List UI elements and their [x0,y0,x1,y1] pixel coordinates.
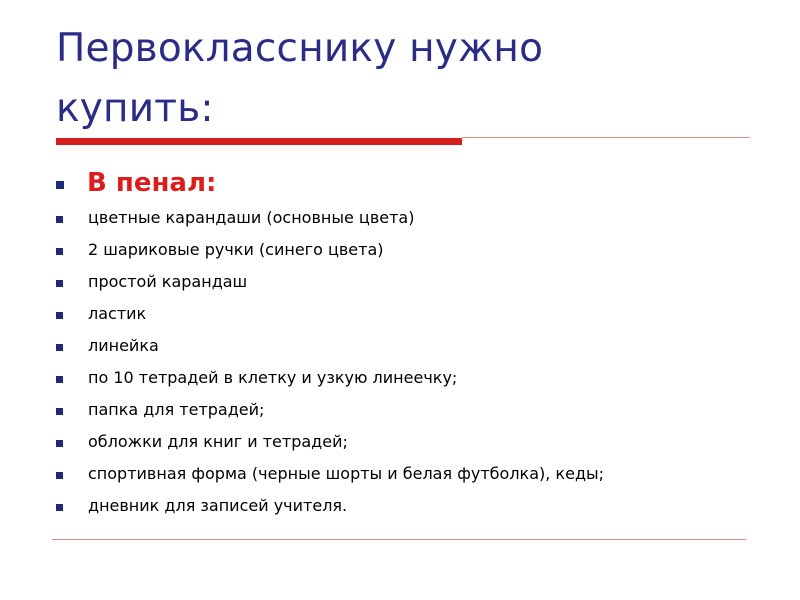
title-line-2: купить: [56,86,214,131]
square-bullet-icon [56,181,64,189]
square-bullet-icon [56,472,63,479]
list-item-text: цветные карандаши (основные цвета) [88,208,415,227]
list-item-text: линейка [88,336,159,355]
square-bullet-icon [56,216,63,223]
square-bullet-icon [56,408,63,415]
title-underline-thin [462,137,750,138]
title-line-1: Первокласснику нужно [56,26,544,71]
list-item-text: простой карандаш [88,272,248,291]
list-item-text: дневник для записей учителя. [88,496,348,515]
square-bullet-icon [56,248,63,255]
square-bullet-icon [56,280,63,287]
slide-title [56,19,756,139]
list-item-text: обложки для книг и тетрадей; [88,432,348,451]
list-heading-text: В пенал: [87,168,217,198]
square-bullet-icon [56,344,63,351]
footer-rule [52,539,746,540]
list-item-text: ластик [88,304,147,323]
list-item-text: 2 шариковые ручки (синего цвета) [88,240,384,259]
title-underline-thick [56,138,462,145]
square-bullet-icon [56,376,63,383]
square-bullet-icon [56,312,63,319]
square-bullet-icon [56,504,63,511]
list-item-text: папка для тетрадей; [88,400,265,419]
list-item-text: спортивная форма (черные шорты и белая футболка), кеды; [88,464,605,483]
list-item-text: по 10 тетрадей в клетку и узкую линеечку; [88,368,458,387]
square-bullet-icon [56,440,63,447]
